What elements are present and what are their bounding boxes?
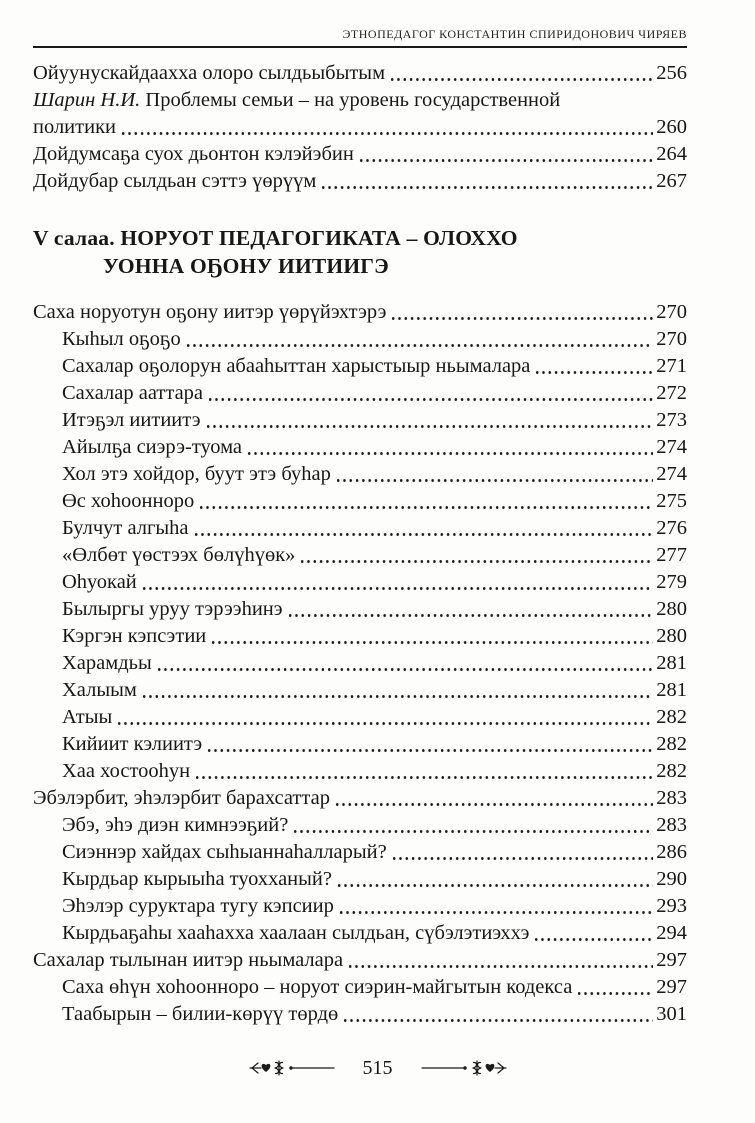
toc-entry-title: Саха өһүн хоһоонноро – норуот сиэрин-майгытын кодекса	[62, 976, 573, 998]
toc-entry-page: 283	[656, 814, 687, 836]
dot-leader	[194, 532, 654, 537]
dot-leader	[339, 910, 653, 915]
dot-leader	[534, 937, 653, 942]
section-heading-line2: УОННА ОҔОНУ ИИТИИГЭ	[103, 254, 389, 278]
dot-leader	[206, 424, 654, 429]
dot-leader	[142, 586, 653, 591]
dot-leader	[343, 1018, 653, 1023]
toc-entry-title: Кырдьаҕаһы хааһахха хаалаан сылдьан, сүбэлэтиэххэ	[62, 922, 530, 944]
dot-leader	[207, 748, 653, 753]
toc-entry-title: Эбэ, эһэ диэн кимнээҕий?	[62, 814, 289, 836]
toc-entry-page: 274	[656, 463, 687, 485]
toc-entry	[33, 433, 687, 460]
dot-leader	[391, 316, 653, 321]
toc-entry-title: Шарин Н.И. Проблемы семьи – на уровень государственной	[33, 89, 561, 111]
toc-entry-title: Сахалар ааттара	[62, 382, 204, 404]
dot-leader	[348, 964, 653, 969]
dot-leader	[142, 694, 653, 699]
section-heading	[33, 224, 687, 280]
dot-leader	[117, 721, 653, 726]
toc-entry	[33, 541, 687, 568]
toc-entry-page: 274	[656, 436, 687, 458]
footer-ornament-right-icon	[421, 1058, 507, 1078]
toc-entry-title: Хол этэ хойдор, буут этэ буһар	[62, 463, 331, 485]
dot-leader	[157, 667, 653, 672]
toc-list-top	[33, 59, 687, 194]
dot-leader	[121, 131, 653, 136]
dot-leader	[195, 775, 653, 780]
toc-list-main	[33, 298, 687, 1027]
toc-entry-page: 297	[656, 949, 687, 971]
dot-leader	[208, 397, 653, 402]
toc-entry-page: 293	[656, 895, 687, 917]
toc-entry	[33, 325, 687, 352]
toc-entry	[33, 703, 687, 730]
toc-entry-page: 272	[656, 382, 687, 404]
toc-entry-page: 273	[656, 409, 687, 431]
toc-entry	[33, 649, 687, 676]
toc-entry-page: 276	[656, 517, 687, 539]
toc-entry	[33, 919, 687, 946]
toc-entry	[33, 811, 687, 838]
header-rule	[33, 46, 687, 48]
toc-entry-page: 270	[656, 328, 687, 350]
toc-entry-page: 294	[656, 922, 687, 944]
dot-leader	[335, 802, 653, 807]
toc-entry-title: Айылҕа сиэрэ-туома	[62, 436, 243, 458]
toc-entry	[33, 757, 687, 784]
toc-entry-page: 264	[656, 143, 687, 165]
toc-entry-page: 267	[656, 170, 687, 192]
toc-entry-page: 286	[656, 841, 687, 863]
toc-entry	[33, 973, 687, 1000]
toc-entry	[33, 59, 687, 86]
toc-entry-title: политики	[33, 116, 117, 138]
toc-entry-page: 280	[656, 625, 687, 647]
dot-leader	[577, 991, 653, 996]
toc-entry	[33, 676, 687, 703]
toc-entry-title: Сахалар тылынан иитэр ньымалара	[33, 949, 344, 971]
toc-entry-title: Атыы	[62, 706, 113, 728]
toc-entry	[33, 298, 687, 325]
toc-entry	[33, 167, 687, 194]
toc-entry-title: Ойуунускайдаахха олоро сылдьыбытым	[33, 62, 386, 84]
toc-entry-title: Кыһыл оҕоҕо	[62, 328, 181, 350]
dot-leader	[336, 478, 653, 483]
dot-leader	[186, 343, 654, 348]
toc-entry-title: Халыым	[62, 679, 137, 701]
dot-leader	[535, 370, 653, 375]
toc-entry-title: Эһэлэр суруктара тугу кэпсиир	[62, 895, 334, 917]
toc-entry	[33, 460, 687, 487]
toc-entry	[33, 113, 687, 140]
toc-entry	[33, 487, 687, 514]
toc-entry-page: 277	[656, 544, 687, 566]
toc-entry	[33, 784, 687, 811]
toc-entry-page: 283	[656, 787, 687, 809]
toc-entry	[33, 406, 687, 433]
toc-entry-page: 280	[656, 598, 687, 620]
toc-entry-title: Оһуокай	[62, 571, 137, 593]
toc-entry-page: 271	[656, 355, 687, 377]
toc-entry-title: Булчут алгыһа	[62, 517, 189, 539]
toc-entry	[33, 892, 687, 919]
dot-leader	[293, 829, 653, 834]
toc-entry	[33, 946, 687, 973]
toc-entry-page: 301	[656, 1003, 687, 1025]
toc-entry	[33, 838, 687, 865]
page-footer	[0, 1057, 755, 1079]
toc-entry-title: Сиэннэр хайдах сыһыаннаһалларый?	[62, 841, 387, 863]
dot-leader	[337, 883, 653, 888]
toc-entry	[33, 1000, 687, 1027]
toc-entry-title: Итэҕэл иитиитэ	[62, 409, 201, 431]
dot-leader	[288, 613, 654, 618]
toc-entry-title: «Өлбөт үөстээх бөлүһүөк»	[62, 544, 296, 566]
toc-entry	[33, 568, 687, 595]
toc-entry	[33, 86, 687, 113]
dot-leader	[211, 640, 653, 645]
toc-entry	[33, 352, 687, 379]
toc-entry-title: Былыргы уруу тэрээһинэ	[62, 598, 283, 620]
toc-entry-page: 281	[656, 679, 687, 701]
toc-entry	[33, 140, 687, 167]
footer-ornament-left-icon	[249, 1058, 335, 1078]
toc-entry	[33, 514, 687, 541]
toc-entry-title: Таабырын – билии-көрүү төрдө	[62, 1003, 339, 1025]
toc-entry-page: 281	[656, 652, 687, 674]
dot-leader	[359, 158, 653, 163]
toc-entry	[33, 379, 687, 406]
toc-entry-title: Сахалар оҕолорун абааһыттан харыстыыр ньымалара	[62, 355, 531, 377]
toc-entry-page: 260	[656, 116, 687, 138]
toc-entry-page: 282	[656, 733, 687, 755]
toc-entry-title: Харамдьы	[62, 652, 152, 674]
toc-entry-page: 297	[656, 976, 687, 998]
dot-leader	[392, 856, 654, 861]
toc-entry-author: Шарин Н.И.	[33, 89, 146, 111]
toc-entry-title: Дойдубар сылдьан сэттэ үөрүүм	[33, 170, 317, 192]
toc-entry-title: Кийиит кэлиитэ	[62, 733, 203, 755]
toc-entry-page: 279	[656, 571, 687, 593]
toc-entry	[33, 730, 687, 757]
toc-entry-title: Саха норуотун оҕону иитэр үөрүйэхтэрэ	[33, 301, 387, 323]
toc-entry-page: 282	[656, 706, 687, 728]
toc-entry-title: Дойдумсаҕа суох дьонтон кэлэйэбин	[33, 143, 354, 165]
running-header: ЭТНОПЕДАГОГ КОНСТАНТИН СПИРИДОНОВИЧ ЧИРЯЕВ	[342, 27, 687, 41]
toc-entry-page: 270	[656, 301, 687, 323]
dot-leader	[390, 77, 653, 82]
toc-entry-page: 256	[656, 62, 687, 84]
toc-entry	[33, 595, 687, 622]
page-number: 515	[362, 1057, 393, 1079]
toc-entry-page: 290	[656, 868, 687, 890]
toc-entry-title: Кырдьар кырыыһа туохханый?	[62, 868, 332, 890]
dot-leader	[321, 185, 653, 190]
toc-entry-page: 282	[656, 760, 687, 782]
toc-entry-title: Эбэлэрбит, эһэлэрбит барахсаттар	[33, 787, 330, 809]
dot-leader	[247, 451, 653, 456]
toc-entry-title: Хаа хостооһун	[62, 760, 191, 782]
toc-entry-title: Кэргэн кэпсэтии	[62, 625, 207, 647]
section-heading-line1: V салаа. НОРУОТ ПЕДАГОГИКАТА – ОЛОХХО	[33, 226, 518, 250]
dot-leader	[300, 559, 653, 564]
toc-entry	[33, 622, 687, 649]
dot-leader	[199, 505, 653, 510]
toc-entry-page: 275	[656, 490, 687, 512]
toc-entry	[33, 865, 687, 892]
toc-entry-title: Өс хоһоонноро	[62, 490, 195, 512]
